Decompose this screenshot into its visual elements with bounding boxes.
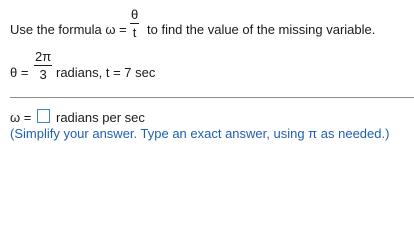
theta-fraction	[34, 50, 52, 81]
formula-fraction	[130, 8, 139, 39]
formula-tail-text: to find the value of the missing variable.	[147, 22, 376, 37]
answer-hint: (Simplify your answer. Type an exact answer, using π as needed.)	[10, 126, 390, 141]
theta-denominator: 3	[39, 67, 47, 82]
theta-fraction-bar	[34, 65, 52, 66]
formula-denominator: t	[132, 25, 137, 40]
answer-input[interactable]	[37, 109, 50, 123]
formula-fraction-bar	[130, 23, 139, 24]
answer-units: radians per sec	[56, 110, 145, 125]
theta-numerator: 2π	[35, 49, 52, 64]
theta-tail-text: radians, t = 7 sec	[56, 65, 156, 80]
formula-intro-text: Use the formula ω =	[10, 22, 127, 37]
formula-numerator: θ	[131, 7, 139, 22]
omega-label: ω =	[10, 110, 32, 125]
section-divider	[10, 97, 414, 98]
theta-label: θ =	[10, 65, 29, 80]
